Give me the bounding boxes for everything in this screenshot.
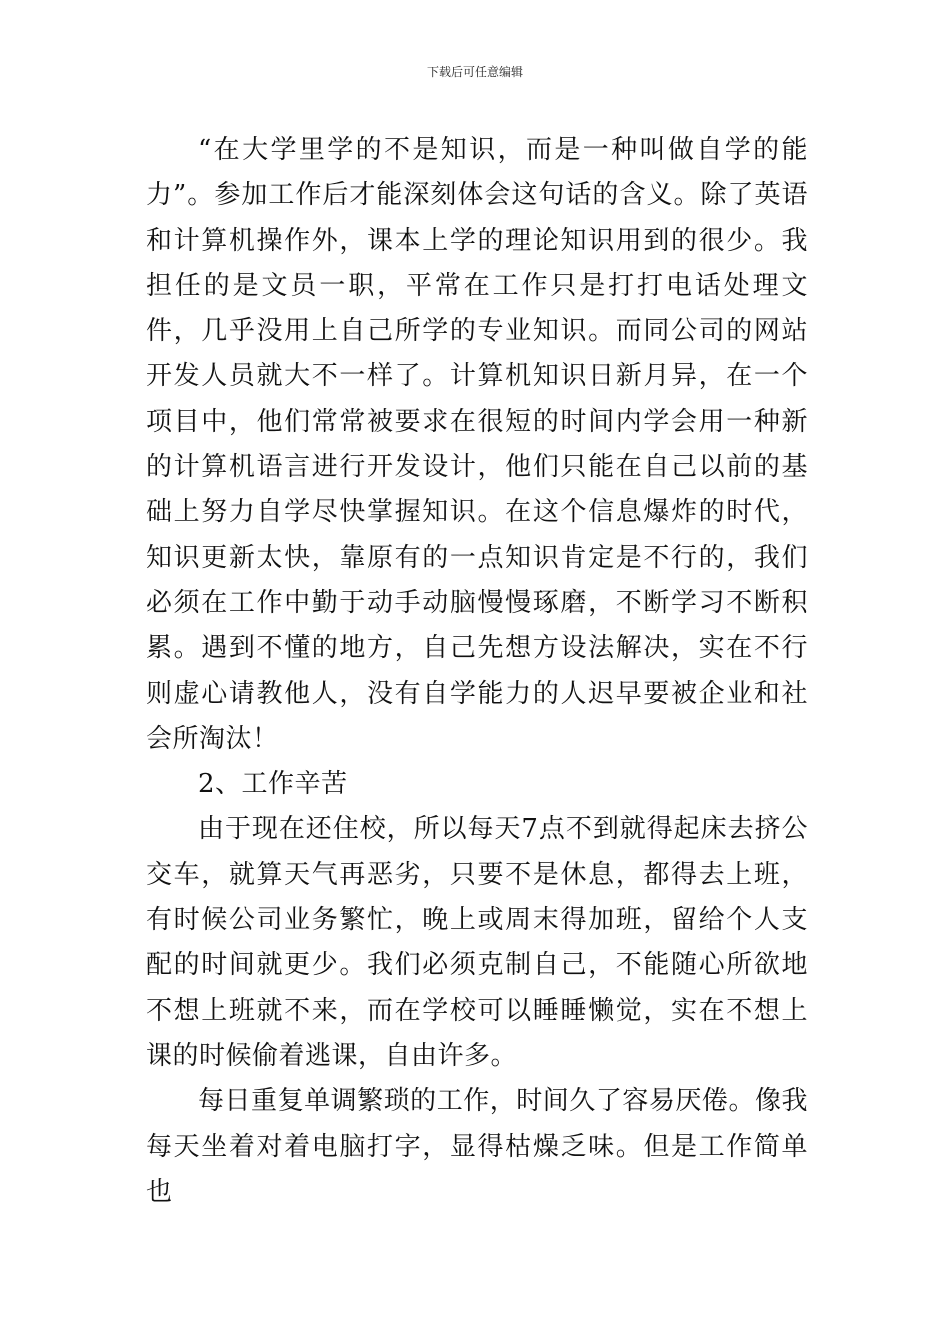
paragraph-daily-work: 每日重复单调繁琐的工作，时间久了容易厌倦。像我每天坐着对着电脑打字，显得枯燥乏味。但是工作简单也 xyxy=(146,1086,808,1207)
paragraph-self-learning: “在大学里学的不是知识，而是一种叫做自学的能力”。参加工作后才能深刻体会这句话的含义。除了英语和计算机操作外，课本上学的理论知识用到的很少。我担任的是文员一职，平常在工作只是打打电话处理文件，几乎没用上自己所学的专业知识。而同公司的网站开发人员就大不一样了。计算机知识日新月异，在一个项目中，他们常常被要求在很短的时间内学会用一种新的计算机语言进行开发设计，他们只能在自己以前的基础上努力自学尽快掌握知识。在这个信息爆炸的时代，知识更新太快，靠原有的一点知识肯定是不行的，我们必须在工作中勤于动手动脑慢慢琢磨，不断学习不断积累。遇到不懂的地方，自己先想方设法解决，实在不行则虚心请教他人，没有自学能力的人迟早要被企业和社会所淘汰！ xyxy=(146,135,808,754)
header-note: 下载后可任意编辑 xyxy=(426,65,523,79)
body-text xyxy=(146,128,808,1215)
paragraph-commute: 由于现在还住校，所以每天7点不到就得起床去挤公交车，就算天气再恶劣，只要不是休息，都得去上班，有时候公司业务繁忙，晚上或周末得加班，留给个人支配的时间就更少。我们必须克制自己，不能随心所欲地不想上班就不来，而在学校可以睡睡懒觉，实在不想上课的时候偷着逃课，自由许多。 xyxy=(146,814,808,1071)
section-heading-hard-work: 2、工作辛苦 xyxy=(198,769,348,800)
